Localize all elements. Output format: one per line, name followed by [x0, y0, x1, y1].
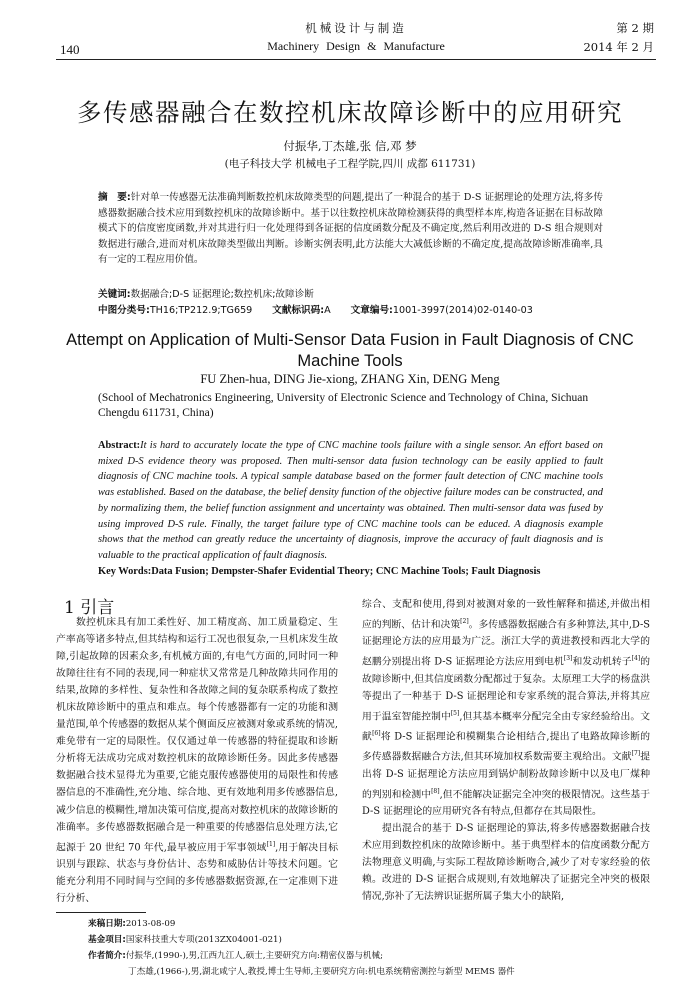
issue-date: 2014 年 2 月: [583, 40, 654, 54]
footnote-fund: [88, 933, 282, 945]
clc-value: TH16;TP212.9;TG659: [149, 305, 253, 316]
received-date: 2013-08-09: [125, 919, 176, 929]
citation-ref: [5]: [450, 709, 460, 717]
section-heading: 1 引言: [64, 598, 115, 618]
keywords-cn-text: 数据融合;D-S 证据理论;数控机床;故障诊断: [130, 289, 314, 300]
doc-code-label: 文献标识码:: [272, 305, 325, 316]
citation-ref: [4]: [631, 655, 641, 663]
text-run: ,但不能解决证据完全冲突的极限情况。这些基于 D-S 证据理论的应用研究各有特点,但都存在其局限性。: [362, 789, 650, 818]
authors-en: FU Zhen-hua, DING Jie-xiong, ZHANG Xin, DENG Meng: [200, 372, 500, 386]
intro-paragraph-end: ,用于解决目标识别与跟踪、状态与身份估计、态势和威胁估计等技术问题。它能充分利用不同时间与空间的多传感器数据资源,在一定准则下进行分析、: [56, 841, 338, 905]
abstract-cn: [98, 190, 603, 268]
intro-paragraph: 数控机床具有加工柔性好、加工精度高、加工质量稳定、生产率高等诸多特点,但其结构和运行工况也很复杂,一旦机床发生故障,引起故障的因素众多,有机械方面的,有电气方面的,同时同一种故障往往有不同的表现,同一种症状又常常是几种故障共同作用的结果,故障的多样性、复杂性和各故障之间的复杂联系构成了数控机床故障诊断中的重点和难点。每个传感器都有一定的功能和测量范围,单个传感器的数据从某个侧面反应被测对象或系统的情况,难免带有一定的局限性。仅仅通过单一传感器的特征提取和诊断分析将无法成功完成对数控机床的故障诊断任务。因此多传感器数据融合技术显得尤为重要,它能克服传感器使用的局限性和传感器信息的不准确性,充分地、综合地、更有效地利用多传感器信息,减少信息的模糊性,增加决策可信度,提高对数控机床的故障诊断的准确率。多传感器数据融合是一种重要的传感器信息处理方法,它起源于 20 世纪 70 年代,最早被应用于军事领域: [56, 617, 338, 853]
text-run: 将 D-S 证据理论和模糊集合论相结合,提出了电路故障诊断的多传感器数据融合方法,但其环境加权系数需要主观给出。文献: [362, 731, 651, 763]
text-run: 提出将 D-S 证据理论方法应用到锅炉制粉故障诊断中以及电厂煤种的判别和检测中: [362, 751, 650, 801]
text-run: 和发动机转子: [572, 656, 632, 668]
clc-label: 中图分类号:: [98, 305, 150, 316]
affiliation-en: (School of Mechatronics Engineering, University of Electronic Science and Technology of China, Sichuan Chengdu 611731, China): [98, 392, 589, 419]
citation-ref: [6]: [372, 730, 381, 738]
authors-cn: 付振华,丁杰雄,张 信,邓 梦: [283, 139, 417, 153]
fund-label: 基金项目:: [88, 935, 126, 945]
running-header: [56, 20, 656, 60]
text-run: 的故障诊断中,但其信度函数分配都过于复杂。太原理工大学的杨盘洪等提出了一种基于 D-S 证据理论和专家系统的混合算法,并将其应用于温室智能控制中: [362, 656, 651, 723]
text-run: 综合、支配和使用,得到对被测对象的一致性解释和描述,并做出相应的判断、估计和决策: [362, 599, 650, 631]
classification-line: [98, 302, 603, 316]
citation-ref: [7]: [631, 750, 641, 758]
related-work-paragraph: [362, 596, 650, 820]
method-paragraph: 提出混合的基于 D-S 证据理论的算法,将多传感器数据融合技术应用到数控机床的故障诊断中。基于典型样本的信度函数分配方法物理意义明确,与实际工程故障诊断吻合,减少了对专家经验的依赖。改进的 D-S 证据合成规则,有效地解决了证据完全冲突的极限情况,弥补了无法辨识证据所属子集大小的缺陷,: [362, 823, 650, 903]
abstract-cn-text: 针对单一传感器无法准确判断数控机床故障类型的问题,提出了一种混合的基于 D-S 证据理论的处理方法,将多传感器数据融合技术应用到数控机床的故障诊断中。基于以往数控机床故障检测获得的典型样本库,构造各证据在目标故障模式下的信度密度函数,并对其进行归一化处理得到各证据的信度函数分配及不确定度,然后利用改进的 D-S 组合规则对数据进行融合,进而对机床故障类型做出判断。诊断实例表明,此方法能大大减低诊断的不确定度,提高故障诊断准确率,具有一定的工程应用价值。: [98, 192, 603, 266]
doc-code-value: A: [324, 305, 331, 316]
abstract-cn-label: 摘 要:: [98, 192, 131, 203]
keywords-cn-label: 关键词:: [98, 289, 131, 300]
text-run: ,但其基本概率分配完全由专家经验给出。文献: [362, 711, 650, 743]
citation-ref: [8]: [431, 787, 440, 795]
footnote-bio: [88, 949, 383, 961]
fund-text: 国家科技重大专项(2013ZX04001-021): [125, 935, 282, 945]
keywords-en-label: Key Words:: [98, 566, 152, 577]
citation-ref: [3]: [563, 655, 573, 663]
footnote-received: [88, 917, 175, 929]
page-number: 140: [60, 42, 80, 57]
citation-ref: [2]: [460, 618, 469, 626]
citation-ref: [1]: [266, 840, 276, 848]
keywords-en-text: Data Fusion; Dempster-Shafer Evidential Theory; CNC Machine Tools; Fault Diagnosis: [151, 566, 541, 577]
issue-number: 第 2 期: [616, 21, 654, 35]
abstract-en: [98, 438, 603, 564]
bio-label: 作者简介:: [88, 951, 126, 961]
journal-name-cn: 机械设计与制造: [305, 21, 407, 35]
abstract-en-text: It is hard to accurately locate the type of CNC machine tools failure with a single sensor. An effort based on mixed D-S evidence theory was proposed. Then multi-sensor data fusion technology can be easily applied to fault diagnosis of CNC machine tools. A typical sample database based on the former fault detection of CNC machine tools was established. Based on the database, the belief density function of the objective failure modes can be constructed, and by normalizing them, the belief function assignment and uncertainty was obtained. Then multi-sensor data was fused by using improved D-S rule. Finally, the target failure type of CNC machine tools can be educed. A diagnosis example shows that the method can greatly reduce the uncertainty of diagnosis, improve the accuracy of fault diagnosis and is valuable to the practical application of fault diagnosis.: [98, 440, 603, 561]
body-column-left: [56, 614, 338, 907]
bio-author-1: 付振华,(1990-),男,江西九江人,硕士,主要研究方向:精密仪器与机械;: [125, 951, 383, 961]
article-number-value: 1001-3997(2014)02-0140-03: [392, 305, 533, 316]
footnote-bio-2: 丁杰雄,(1966-),男,湖北咸宁人,教授,博士生导师,主要研究方向:机电系统精密测控与新型 MEMS 器件: [128, 967, 515, 977]
paper-title-cn: 多传感器融合在数控机床故障诊断中的应用研究: [77, 98, 623, 127]
abstract-en-label: Abstract:: [98, 440, 141, 451]
paper-title-en: Attempt on Application of Multi-Sensor Data Fusion in Fault Diagnosis of CNC Machine Tools: [66, 331, 634, 370]
received-label: 来稿日期:: [88, 919, 126, 929]
affiliation-cn: (电子科技大学 机械电子工程学院,四川 成都 611731): [224, 158, 476, 170]
footnote-divider: [56, 912, 146, 913]
keywords-en: [98, 566, 618, 577]
text-run: 。多传感器数据融合有多种算法,其中,D-S 证据理论方法的应用最为广泛。浙江大学的黄进教授和西北大学的赵鹏分别提出将 D-S 证据理论方法应用到电机: [362, 619, 651, 668]
body-column-right: [362, 596, 650, 905]
journal-name-en: Machinery Design & Manufacture: [267, 39, 445, 53]
keywords-cn: [98, 286, 603, 300]
article-number-label: 文章编号:: [350, 305, 393, 316]
